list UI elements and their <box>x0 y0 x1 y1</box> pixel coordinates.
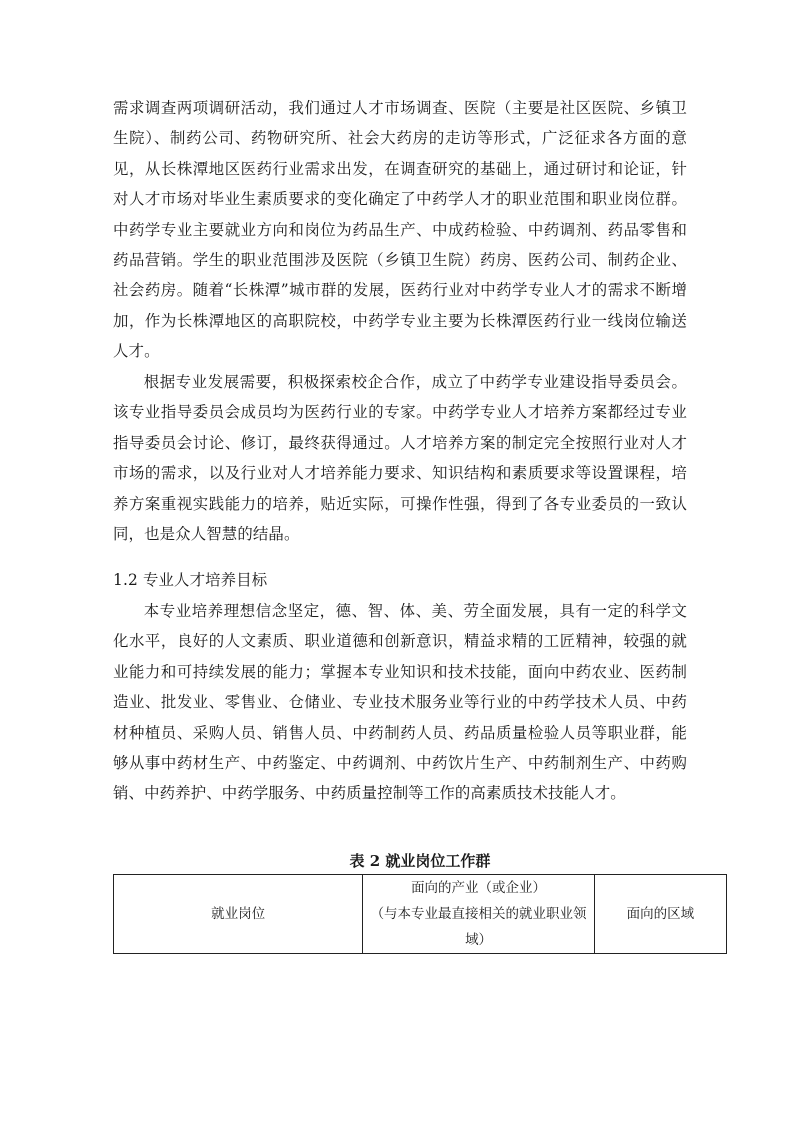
header-cell-region: 面向的区域 <box>594 875 726 954</box>
table-header-row <box>114 875 727 954</box>
body-paragraph-2 <box>113 367 687 549</box>
body-paragraph-3 <box>113 596 687 809</box>
header-cell-position: 就业岗位 <box>114 875 363 954</box>
paragraph-text: 根据专业发展需要，积极探索校企合作，成立了中药学专业建设指导委员会。该专业指导委员会成员均为医药行业的专家。中药学专业人才培养方案都经过专业指导委员会讨论、修订，最终获得通过。人才培养方案的制定完全按照行业对人才市场的需求，以及行业对人才培养能力要求、知识结构和素质要求等设置课程，培养方案重视实践能力的培养，贴近实际，可操作性强，得到了各专业委员的一致认同，也是众人智慧的结晶。 <box>113 373 687 544</box>
header-cell-industry <box>363 875 595 954</box>
body-paragraph-1 <box>113 93 687 367</box>
section-heading: 1.2 专业人才培养目标 <box>113 571 268 589</box>
paragraph-text: 需求调查两项调研活动，我们通过人才市场调查、医院（主要是社区医院、乡镇卫生院）、制药公司、药物研究所、社会大药房的走访等形式，广泛征求各方面的意见，从长株潭地区医药行业需求出发，在调查研究的基础上，通过研讨和论证，针对人才市场对毕业生素质要求的变化确定了中药学人才的职业范围和职业岗位群。中药学专业主要就业方向和岗位为药品生产、中成药检验、中药调剂、药品零售和药品营销。学生的职业范围涉及医院（乡镇卫生院）药房、医药公司、制药企业、社会药房。随着“长株潭”城市群的发展，医药行业对中药学专业人才的需求不断增加，作为长株潭地区的高职院校，中药学专业主要为长株潭医药行业一线岗位输送人才。 <box>113 99 687 361</box>
paragraph-text: 本专业培养理想信念坚定，德、智、体、美、劳全面发展，具有一定的科学文化水平，良好的人文素质、职业道德和创新意识，精益求精的工匠精神，较强的就业能力和可持续发展的能力；掌握本专业知识和技术技能，面向中药农业、医药制造业、批发业、零售业、仓储业、专业技术服务业等行业的中药学技术人员、中药材种植员、采购人员、销售人员、中药制药人员、药品质量检验人员等职业群，能够从事中药材生产、中药鉴定、中药调剂、中药饮片生产、中药制剂生产、中药购销、中药养护、中药学服务、中药质量控制等工作的高素质技术技能人才。 <box>113 602 687 803</box>
header-industry-line1: 面向的产业（或企业） <box>411 880 547 896</box>
job-position-table <box>113 874 727 954</box>
table-caption: 表 2 就业岗位工作群 <box>349 852 491 870</box>
header-industry-line2: （与本专业最直接相关的就业职业领域） <box>370 906 587 948</box>
